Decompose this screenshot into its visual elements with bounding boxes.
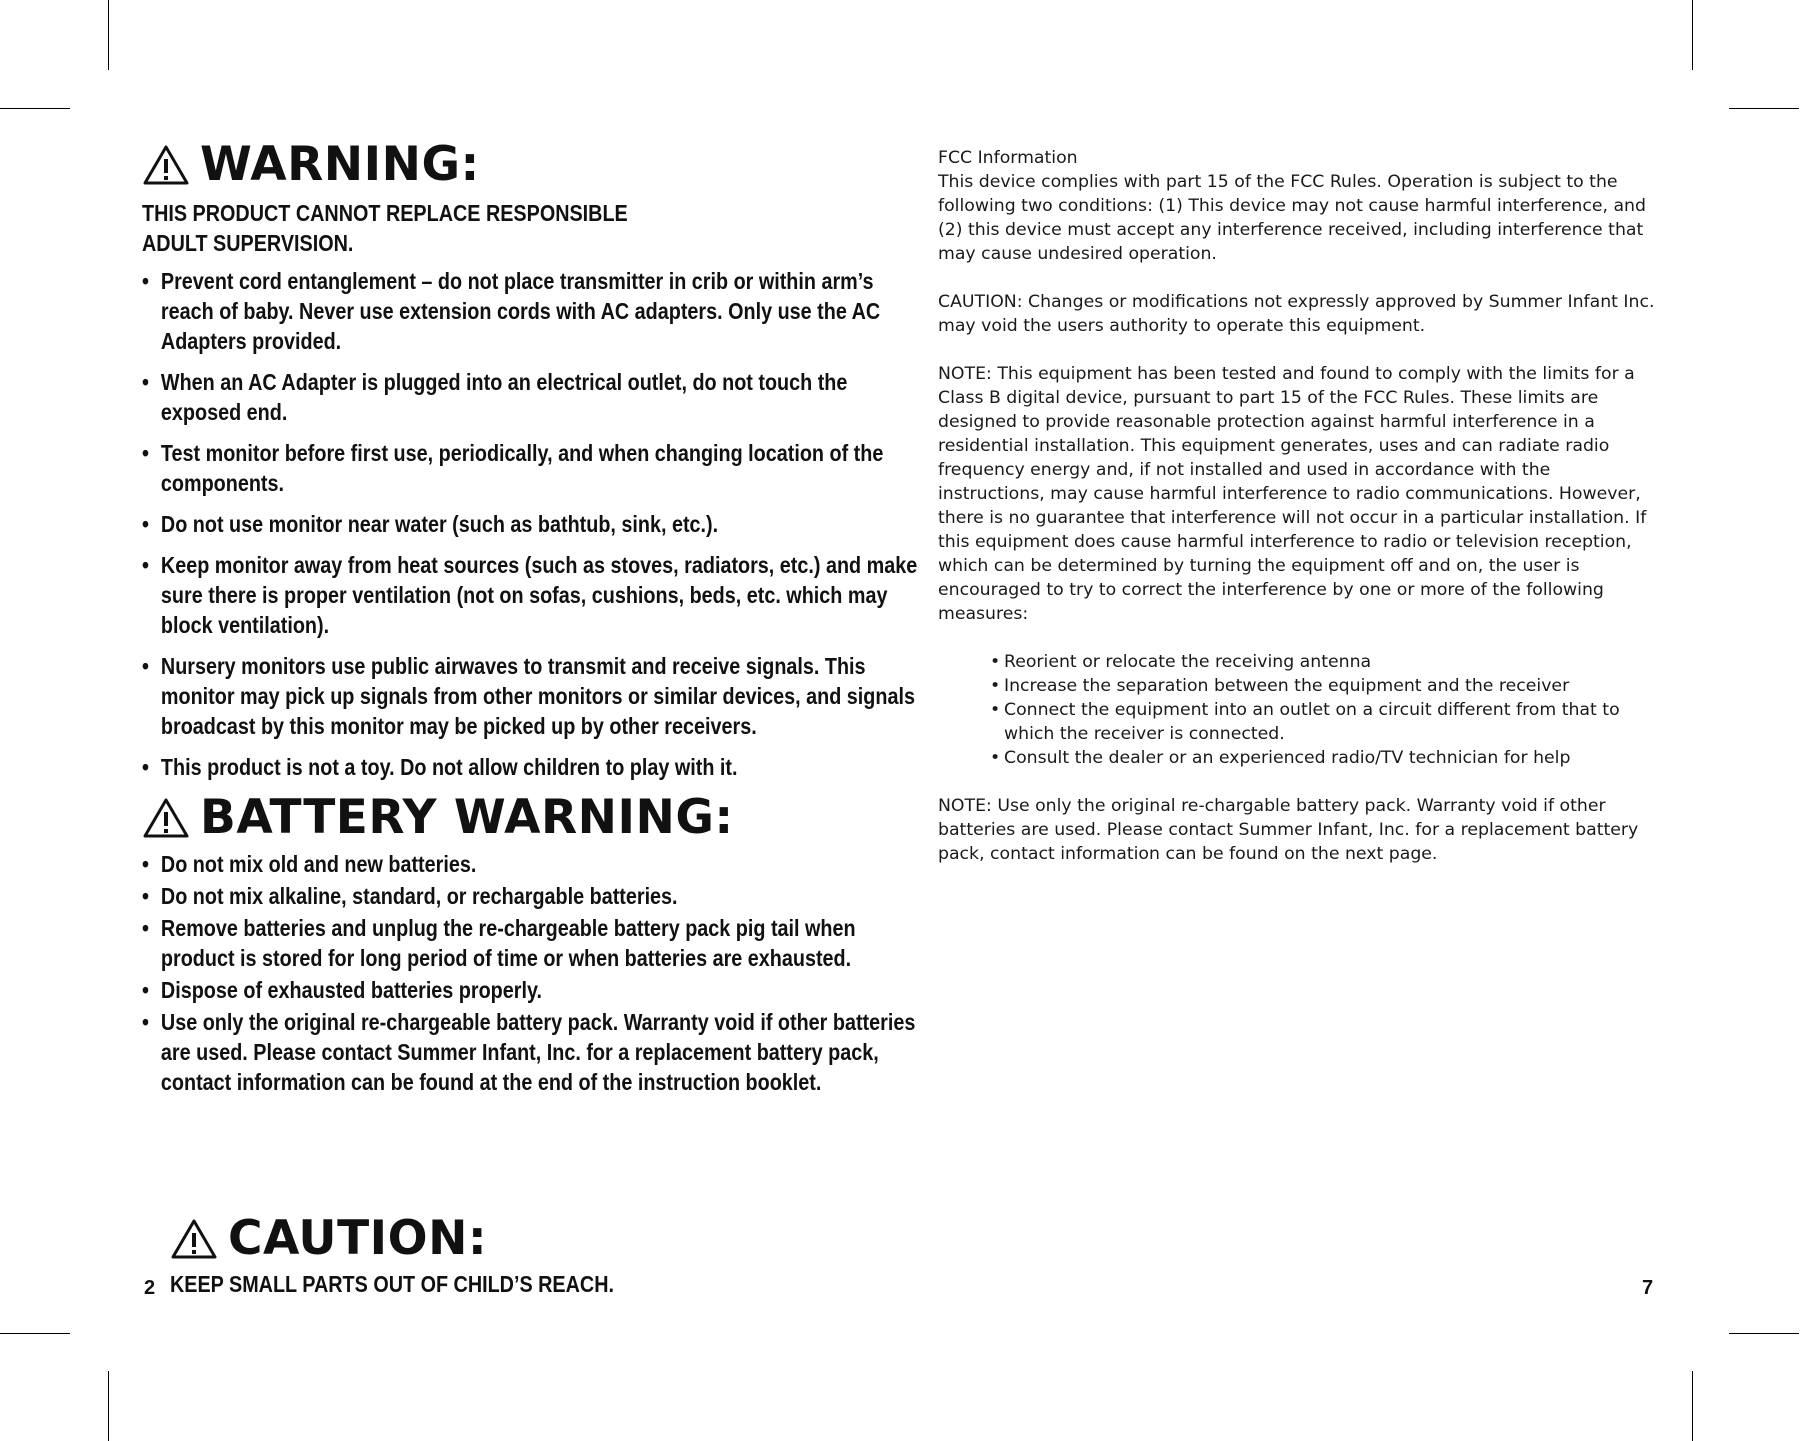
list-item: • This product is not a toy. Do not allow children to play with it.	[142, 752, 918, 782]
page-number-left: 2	[144, 1277, 156, 1299]
crop-mark	[1729, 1333, 1799, 1334]
crop-mark	[1692, 1371, 1693, 1441]
battery-note: NOTE: Use only the original re-chargable battery pack. Warranty void if other batteries are used. Please contact Summer Infant, Inc. for a replacement battery pack, contact information can be found on the next page.	[938, 796, 1639, 864]
list-item: • Do not mix alkaline, standard, or rechargable batteries.	[142, 881, 918, 911]
warning-triangle-icon	[142, 144, 190, 186]
warning-sub-line: ADULT SUPERVISION.	[142, 230, 354, 256]
list-item: • Consult the dealer or an experienced radio/TV technician for help	[990, 746, 1658, 770]
list-item: • Do not use monitor near water (such as bathtub, sink, etc.).	[142, 509, 918, 539]
crop-mark	[0, 1333, 70, 1334]
warning-triangle-icon	[142, 797, 190, 839]
warning-subheading	[142, 198, 882, 258]
fcc-caution: CAUTION: Changes or modifications not expressly approved by Summer Infant Inc. may void the users authority to operate this equipment.	[938, 292, 1655, 336]
warning-sub-line: THIS PRODUCT CANNOT REPLACE RESPONSIBLE	[142, 200, 628, 226]
warning-heading	[142, 138, 882, 192]
crop-mark	[108, 1371, 109, 1441]
caution-heading	[170, 1212, 487, 1266]
right-page	[938, 146, 1658, 890]
fcc-section	[938, 146, 1658, 266]
list-item: • Connect the equipment into an outlet on a circuit different from that to which the receiver is connected.	[990, 698, 1658, 746]
left-page	[142, 137, 918, 1099]
list-item: • Nursery monitors use public airwaves to transmit and receive signals. This monitor may pick up signals from other monitors or similar devices, and signals broadcast by this monitor may be picked up by other receivers.	[142, 651, 918, 741]
crop-mark	[1729, 108, 1799, 109]
crop-mark	[0, 108, 70, 109]
battery-warning-heading	[142, 791, 882, 845]
crop-mark	[1692, 0, 1693, 70]
measures-list	[938, 650, 1658, 770]
warning-heading-text: WARNING:	[200, 137, 480, 192]
page-number-right: 7	[1642, 1277, 1654, 1299]
crop-mark	[108, 0, 109, 70]
list-item: • Remove batteries and unplug the re-chargeable battery pack pig tail when product is stored for long period of time or when batteries are exhausted.	[142, 913, 918, 973]
list-item: • Do not mix old and new batteries.	[142, 849, 918, 879]
fcc-note: NOTE: This equipment has been tested and found to comply with the limits for a Class B digital device, pursuant to part 15 of the FCC Rules. These limits are designed to provide reasonable protection against harmful interference in a residential installation. This equipment generates, uses and can radiate radio frequency energy and, if not installed and used in accordance with the instructions, may cause harmful interference to radio communications. However, there is no guarantee that interference will not occur in a particular installation. If this equipment does cause harmful interference to radio or television reception, which can be determined by turning the equipment off and on, the user is encouraged to try to correct the interference by one or more of the following measures:	[938, 364, 1647, 624]
fcc-text: This device complies with part 15 of the FCC Rules. Operation is subject to the following two conditions: (1) This device may not cause harmful interference, and (2) this device must accept any interference received, including interference that may cause undesired operation.	[938, 172, 1646, 264]
caution-heading-text: CAUTION:	[228, 1211, 488, 1266]
list-item: • Keep monitor away from heat sources (such as stoves, radiators, etc.) and make sure there is proper ventilation (not on sofas, cushions, beds, etc. which may block ventilation).	[142, 550, 918, 640]
warning-triangle-icon	[170, 1218, 218, 1260]
list-item: • Test monitor before first use, periodically, and when changing location of the components.	[142, 438, 918, 498]
battery-warning-heading-text: BATTERY WARNING:	[200, 790, 734, 845]
list-item: • Use only the original re-chargeable battery pack. Warranty void if other batteries are used. Please contact Summer Infant, Inc. for a replacement battery pack, contact information can be found at the end of the instruction booklet.	[142, 1007, 918, 1097]
list-item: • Reorient or relocate the receiving antenna	[990, 650, 1658, 674]
battery-warning-list	[142, 849, 916, 1097]
warning-list	[142, 266, 918, 782]
fcc-title: FCC Information	[938, 148, 1078, 168]
list-item: • Increase the separation between the equipment and the receiver	[990, 674, 1658, 698]
list-item: • Prevent cord entanglement – do not place transmitter in crib or within arm’s reach of baby. Never use extension cords with AC adapters. Only use the AC Adapters provided.	[142, 266, 918, 356]
list-item: • When an AC Adapter is plugged into an electrical outlet, do not touch the exposed end.	[142, 367, 918, 427]
caution-text: KEEP SMALL PARTS OUT OF CHILD’S REACH.	[170, 1271, 614, 1297]
list-item: • Dispose of exhausted batteries properly.	[142, 975, 918, 1005]
